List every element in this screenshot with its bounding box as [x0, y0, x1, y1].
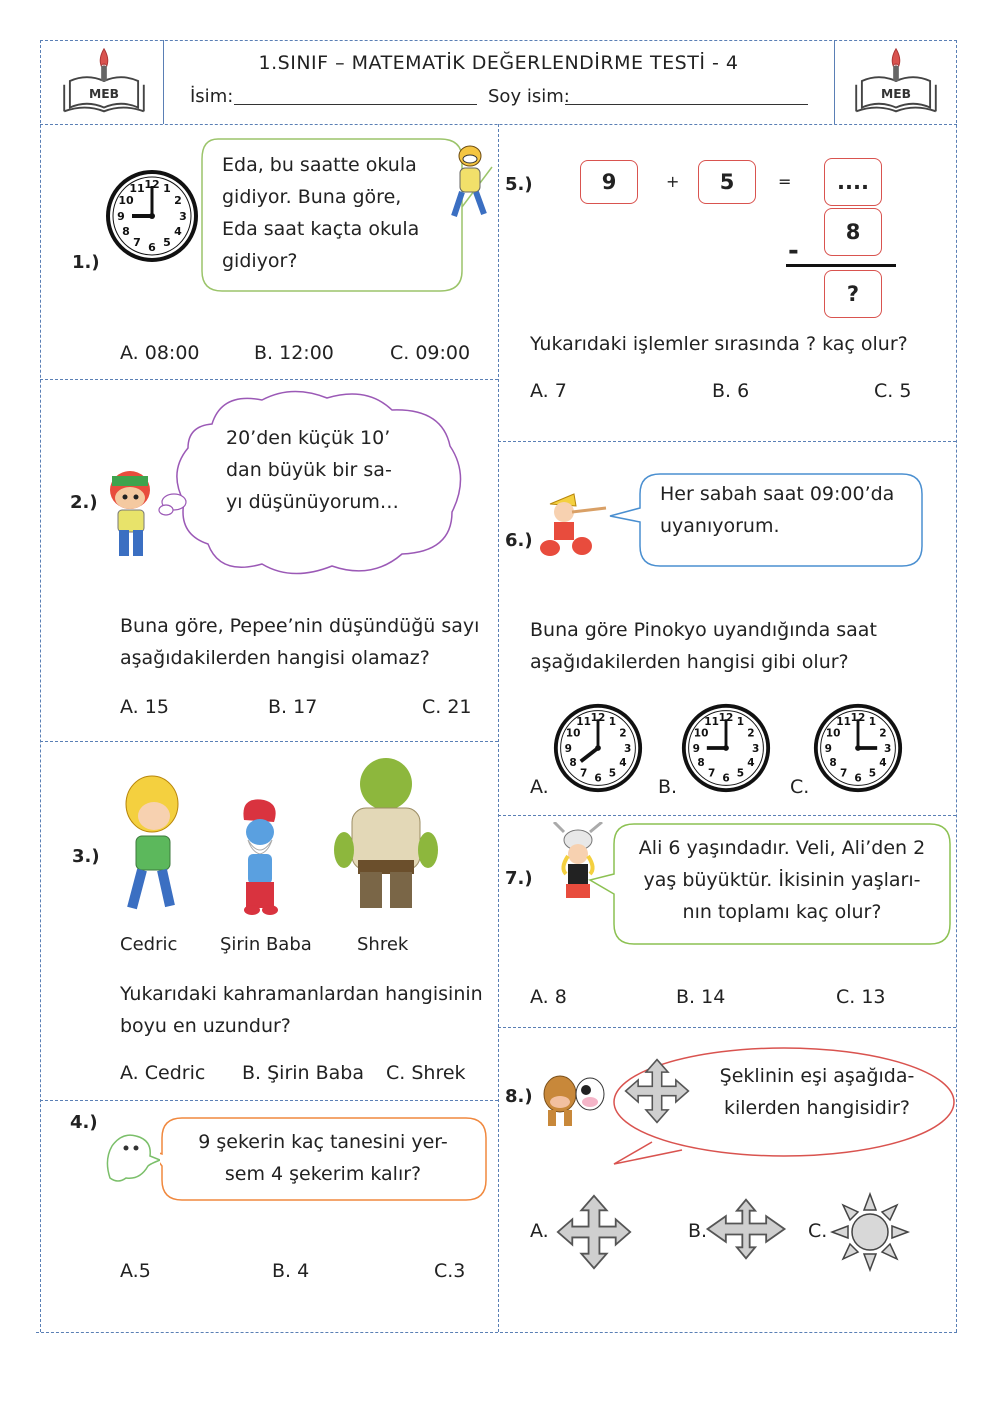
option-c[interactable]: C. 21 — [422, 696, 472, 718]
speech-bubble — [580, 822, 952, 946]
name-label: İsim: — [190, 86, 234, 107]
bubble-line: yaş büyüktür. İkisinin yaşları- — [643, 869, 921, 891]
bubble-line: Ali 6 yaşındadır. Veli, Ali’den 2 — [638, 837, 926, 859]
option-c-label[interactable]: C. — [790, 776, 810, 798]
character-label: Cedric — [120, 934, 178, 955]
speech-bubble — [608, 472, 924, 568]
question-text: Buna göre, Pepee’nin düşündüğü sayı — [120, 615, 480, 637]
option-a[interactable]: A. 8 — [530, 986, 567, 1008]
bubble-line: 9 şekerin kaç tanesini yer- — [198, 1131, 448, 1153]
question-number: 4.) — [70, 1112, 98, 1133]
option-a-label[interactable]: A. — [530, 776, 549, 798]
option-a[interactable]: A. 15 — [120, 696, 169, 718]
divider-q7-q8 — [498, 1027, 956, 1028]
question-number: 8.) — [505, 1086, 533, 1107]
bubble-line: nın toplamı kaç olur? — [682, 901, 882, 923]
option-c[interactable]: C. 13 — [836, 986, 886, 1008]
option-b-label[interactable]: B. — [688, 1220, 708, 1242]
question-number: 2.) — [70, 492, 98, 513]
target-arrow-shape — [620, 1058, 694, 1124]
logo-text: MEB — [88, 87, 120, 102]
question-text: aşağıdakilerden hangisi olamaz? — [120, 647, 430, 669]
question-text: aşağıdakilerden hangisi gibi olur? — [530, 651, 849, 673]
character-label: Şirin Baba — [220, 934, 312, 955]
option-c[interactable]: C. 09:00 — [390, 342, 471, 364]
bubble-line: Her sabah saat 09:00’da — [660, 483, 895, 505]
arthur-character-image — [446, 144, 490, 220]
clock-option-b[interactable] — [680, 702, 772, 794]
bubble-line: uyanıyorum. — [660, 515, 780, 537]
minus-sign: - — [788, 236, 799, 266]
question-number: 6.) — [505, 530, 533, 551]
meb-logo-left — [56, 45, 152, 117]
bubble-line: kilerden hangisidir? — [723, 1097, 911, 1119]
option-c[interactable]: C. Shrek — [386, 1062, 466, 1084]
bubble-line: dan büyük bir sa- — [226, 459, 392, 481]
divider-q5-q6 — [498, 441, 956, 442]
bubble-line: yı düşünüyorum… — [226, 491, 399, 513]
thought-bubble — [152, 384, 472, 584]
bubble-line: 20’den küçük 10’ — [226, 427, 391, 449]
option-a[interactable]: A. 7 — [530, 380, 567, 402]
pinocchio-character-image — [534, 490, 608, 560]
speech-bubble — [160, 1116, 488, 1202]
character-label: Shrek — [357, 934, 409, 955]
surname-label: Soy isim: — [488, 86, 570, 107]
question-text: boyu en uzundur? — [120, 1015, 291, 1037]
subtraction-line — [786, 264, 896, 267]
option-c[interactable]: C. 5 — [874, 380, 912, 402]
option-b-label[interactable]: B. — [658, 776, 678, 798]
question-text: Yukarıdaki işlemler sırasında ? kaç olur? — [530, 333, 908, 355]
option-b[interactable]: B. 4 — [272, 1260, 310, 1282]
option-b[interactable]: B. 12:00 — [254, 342, 334, 364]
divider-q6-q7 — [498, 815, 956, 816]
option-a[interactable]: A. Cedric — [120, 1062, 206, 1084]
pepee-character-image — [106, 468, 156, 560]
top-border — [40, 40, 957, 41]
question-number: 7.) — [505, 868, 533, 889]
bubble-line: Eda, bu saatte okula — [222, 154, 417, 176]
ghost-character-image — [100, 1130, 166, 1184]
clock-option-a[interactable] — [552, 702, 644, 794]
question-number: 5.) — [505, 174, 533, 195]
question-number: 3.) — [72, 846, 100, 867]
bubble-line: Eda saat kaçta okula — [222, 218, 420, 240]
divider-q2-q3 — [40, 741, 498, 742]
question-text: Buna göre Pinokyo uyandığında saat — [530, 619, 877, 641]
option-c-label[interactable]: C. — [808, 1220, 828, 1242]
divider-q3-q4 — [40, 1100, 498, 1101]
shrek-character-image — [330, 754, 440, 914]
logo-right-divider — [834, 40, 835, 124]
option-b[interactable]: B. 14 — [676, 986, 726, 1008]
shape-option-c-sun[interactable] — [830, 1192, 910, 1272]
name-field[interactable] — [234, 104, 477, 105]
shape-option-b[interactable] — [704, 1196, 788, 1262]
subtrahend-box: 8 — [824, 208, 882, 256]
cow-characters-image — [536, 1064, 610, 1128]
bubble-line: gidiyor? — [222, 250, 298, 272]
clock-q1 — [104, 168, 200, 264]
left-border — [40, 40, 41, 1332]
bubble-line: Şeklinin eşi aşağıda- — [719, 1065, 915, 1087]
sirin-baba-character-image — [234, 796, 286, 918]
page-title: 1.SINIF – MATEMATİK DEĞERLENDİRME TESTİ - 4 — [258, 52, 739, 74]
operand-box: 9 — [580, 160, 638, 204]
option-a-label[interactable]: A. — [530, 1220, 549, 1242]
meb-logo-right — [848, 45, 944, 117]
operand-box: 5 — [698, 160, 756, 204]
option-a[interactable]: A.5 — [120, 1260, 151, 1282]
clock-option-c[interactable] — [812, 702, 904, 794]
bubble-line: sem 4 şekerim kalır? — [224, 1163, 422, 1185]
shape-option-a[interactable] — [554, 1194, 634, 1270]
option-b[interactable]: B. 17 — [268, 696, 318, 718]
unknown-box[interactable]: ? — [824, 270, 882, 318]
speech-bubble — [200, 137, 462, 293]
plus-sign: + — [666, 172, 680, 191]
equals-sign: = — [778, 172, 792, 191]
question-text: Yukarıdaki kahramanlardan hangisinin — [120, 983, 483, 1005]
option-b[interactable]: B. Şirin Baba — [242, 1062, 365, 1084]
logo-text: MEB — [880, 87, 912, 102]
option-a[interactable]: A. 08:00 — [120, 342, 200, 364]
option-b[interactable]: B. 6 — [712, 380, 750, 402]
option-c[interactable]: C.3 — [434, 1260, 466, 1282]
question-number: 1.) — [72, 252, 100, 273]
bottom-border — [36, 1332, 957, 1333]
surname-field[interactable] — [565, 104, 808, 105]
center-column-divider — [498, 124, 499, 1332]
divider-q1-q2 — [40, 379, 498, 380]
bubble-line: gidiyor. Buna göre, — [222, 186, 402, 208]
cedric-character-image — [120, 774, 186, 918]
result-box[interactable]: .... — [824, 158, 882, 206]
